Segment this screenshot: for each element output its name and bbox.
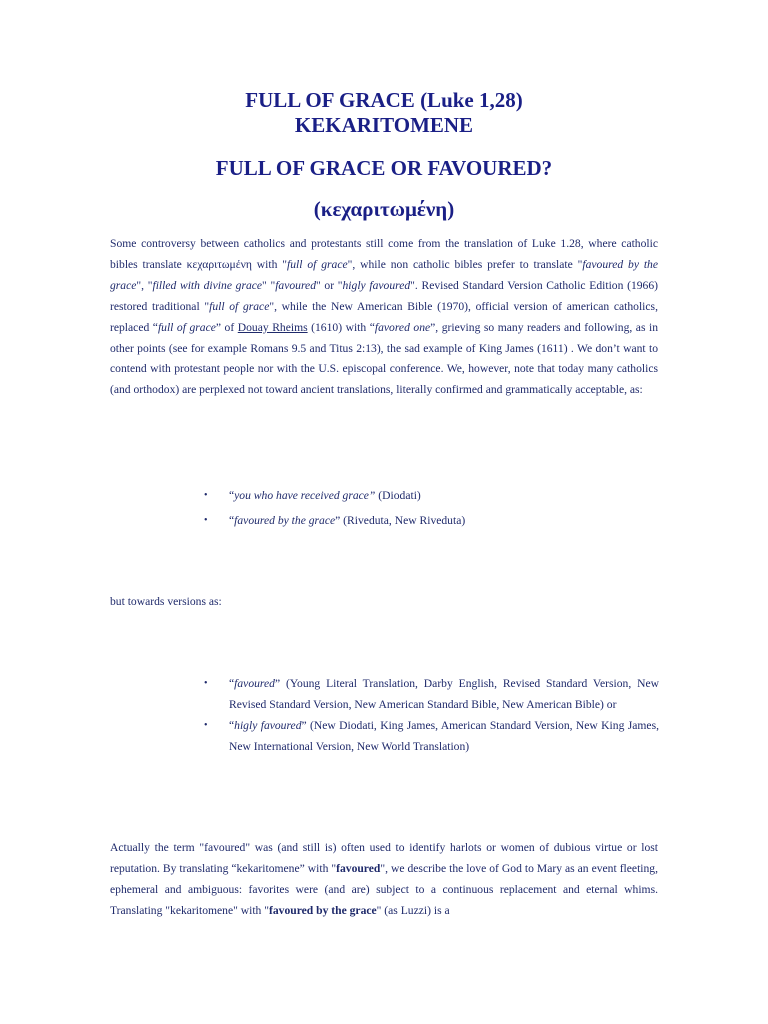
translation-list-2 bbox=[204, 673, 659, 757]
italic-run: you who have received grace” bbox=[234, 489, 376, 502]
bullet-icon: • bbox=[204, 678, 208, 689]
translation-list-1 bbox=[204, 485, 659, 531]
text-run: ” (Young Literal Translation, Darby English, Revised Standard Version, New Revised Standard Version, New American Standard Bible, New American Bible) or bbox=[229, 677, 659, 711]
text-run: " " bbox=[262, 278, 276, 292]
bold-run: favoured bbox=[336, 861, 381, 875]
transition-line bbox=[110, 592, 658, 613]
intro-paragraph bbox=[110, 234, 658, 401]
italic-run: favoured by the grace bbox=[110, 257, 658, 292]
bullet-icon: • bbox=[204, 720, 208, 731]
italic-run: full of grace bbox=[287, 257, 348, 271]
bullet-icon: • bbox=[204, 515, 208, 526]
text-run: " or " bbox=[316, 278, 343, 292]
text-run: Some controversy between catholics and protestants still come from the translation of Luke 1.28, where catholic bibles translate κεχαριτωμένη with " bbox=[110, 237, 658, 271]
subtitle: FULL OF GRACE OR FAVOURED? bbox=[215, 156, 553, 180]
text-run: ” (New Diodati, King James, American Standard Version, New King James, New International Version, New World Translation) bbox=[229, 719, 659, 753]
text-run: “ bbox=[229, 719, 235, 732]
text-run: ” of bbox=[215, 320, 238, 334]
greek-heading: (κεχαριτωμένη) bbox=[313, 197, 455, 221]
list-item bbox=[204, 715, 659, 757]
text-run: ”, grieving so many readers and following, as in other points (see for example Romans 9.5 and Titus 2:13), the sad example of King James (1611) . We don’t want to contend with protestant people nor with the U.S. episcopal conference. We, however, note that today many catholics (and orthodox) are perplexed not toward ancient translations, literally confirmed and grammatically acceptable, as: bbox=[110, 320, 658, 397]
list-item bbox=[204, 485, 659, 506]
text-run: “ bbox=[229, 514, 235, 527]
closing-paragraph bbox=[110, 838, 658, 922]
italic-run: full of grace bbox=[157, 320, 216, 334]
italic-run: favoured by the grace bbox=[234, 514, 336, 527]
text-run: ", while the New American Bible (1970), official version of american catholics, replaced “ bbox=[110, 299, 658, 334]
italic-run: favoured bbox=[234, 677, 275, 690]
text-run: " (as Luzzi) is a bbox=[376, 903, 450, 917]
title-line-2: KEKARITOMENE bbox=[294, 113, 474, 137]
text-run: ", " bbox=[136, 278, 153, 292]
text-run: but towards versions as: bbox=[110, 595, 222, 608]
italic-run: full of grace bbox=[209, 299, 270, 313]
text-run: ", while non catholic bibles prefer to translate " bbox=[347, 257, 583, 271]
list-item bbox=[204, 673, 659, 715]
text-run: “ bbox=[229, 489, 235, 502]
text-run: ". Revised Standard Version Catholic Edition (1966) restored traditional " bbox=[110, 278, 658, 313]
text-run: ” (Riveduta, New Riveduta) bbox=[335, 514, 466, 527]
text-run: Actually the term "favoured" was (and still is) often used to identify harlots or women of dubious virtue or lost reputation. By translating “kekaritomene” with " bbox=[110, 841, 658, 875]
underlined-run: Douay Rheims bbox=[237, 320, 308, 334]
bullet-icon: • bbox=[204, 490, 208, 501]
italic-run: higly favoured bbox=[342, 278, 411, 292]
text-run: (1610) with “ bbox=[307, 320, 375, 334]
italic-run: filled with divine grace bbox=[152, 278, 263, 292]
bold-run: favoured by the grace bbox=[269, 903, 377, 917]
text-run: (Diodati) bbox=[375, 489, 421, 502]
italic-run: higly favoured bbox=[234, 719, 302, 732]
title-line-1: FULL OF GRACE (Luke 1,28) bbox=[245, 88, 523, 112]
list-item bbox=[204, 510, 659, 531]
text-run: “ bbox=[229, 677, 235, 690]
italic-run: favoured bbox=[275, 278, 316, 292]
text-run: ", we describe the love of God to Mary as an event fleeting, ephemeral and ambiguous: favorites were (and are) subject to a continuous replacement and eternal whims. Translating "kekaritomene" with " bbox=[110, 861, 659, 917]
italic-run: favored one bbox=[374, 320, 431, 334]
